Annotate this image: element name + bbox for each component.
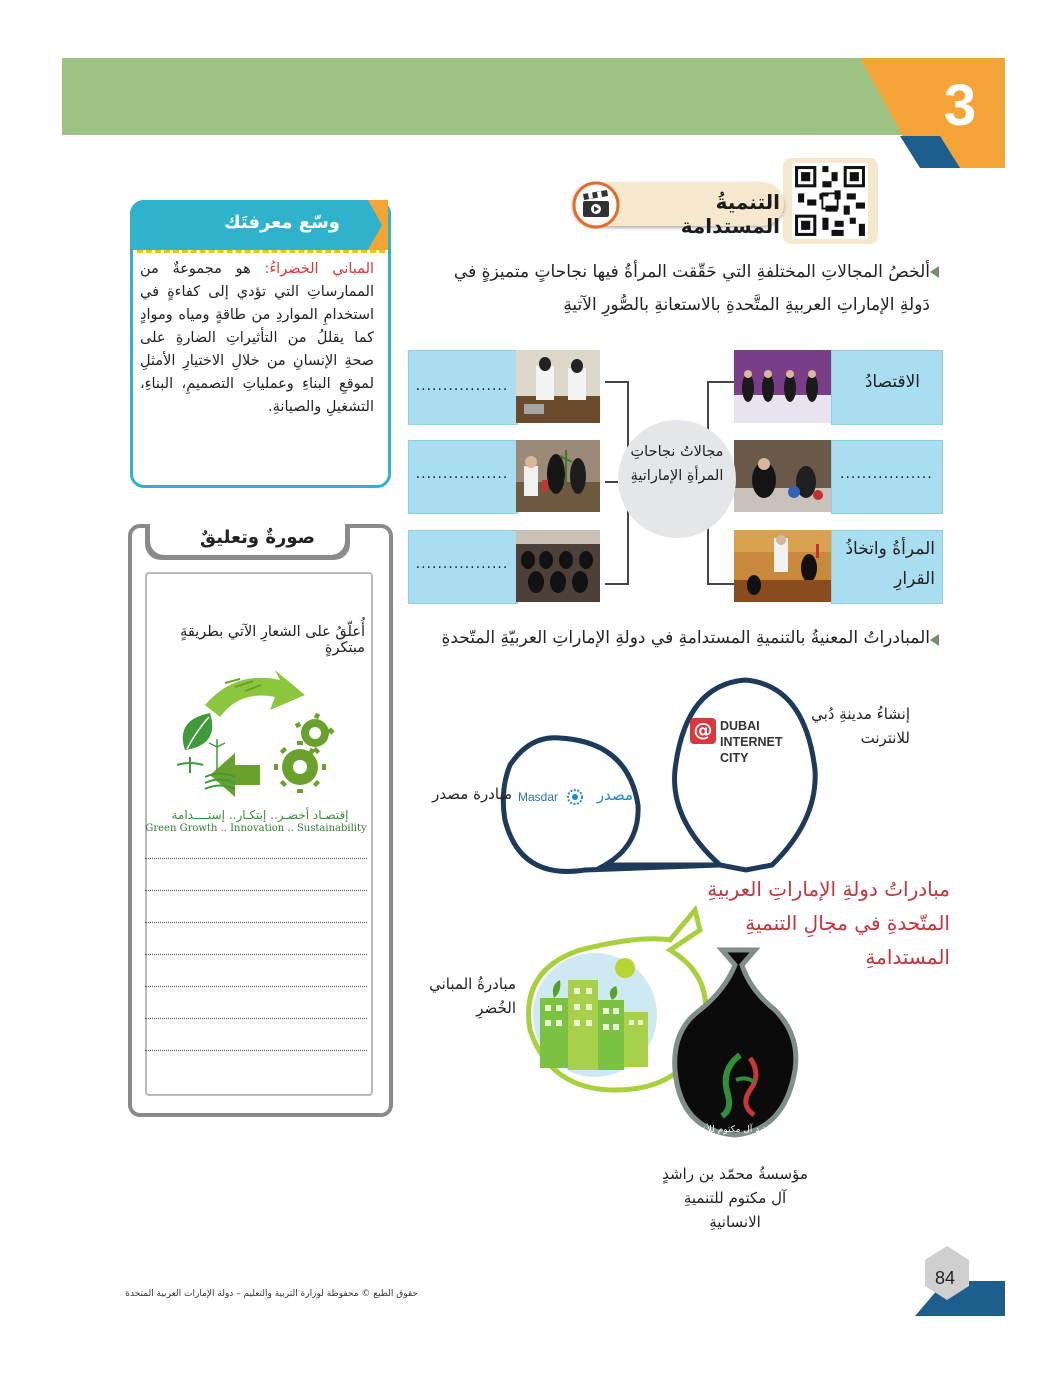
answer-line[interactable] xyxy=(145,1050,367,1051)
masdar-logo-ar: مصدر xyxy=(596,786,634,804)
question-2-text: المبادراتُ المعنيةُ بالتنميةِ المستدامةِ في دولةِ الإماراتِ العربيّةِ المتّحدةِ xyxy=(441,628,930,648)
field-label-decision: المرأةُ واتخاذُ القرارِ xyxy=(845,539,935,589)
dic-line-3: CITY xyxy=(720,751,749,765)
label-green-buildings: مبادرةُ المباني الخُضرِ xyxy=(429,975,516,1017)
logo-arabic-tagline: إقتصـاد أخضـر.. إبتكـار.. إستــــدامة xyxy=(171,808,349,822)
answer-line[interactable] xyxy=(145,890,367,891)
dic-symbol: @ xyxy=(693,719,713,741)
center-circle-label: مجالاتُ نجاحاتِ المرأةِ الإماراتيةِ xyxy=(630,444,724,484)
copyright: حقوق الطبع © محفوظة لوزارة التربية والتعليم – دولة الإمارات العربية المتحدة xyxy=(125,1289,418,1299)
photo-women-science xyxy=(516,350,600,423)
topic-title: التنميةُ المستدامة xyxy=(680,190,780,238)
qr-code-icon[interactable] xyxy=(792,163,868,239)
answer-line[interactable] xyxy=(145,1018,367,1019)
question-1-text: ألخصُ المجالاتِ المختلفةِ التي حَقّقت المرأةُ فيها نجاحاتٍ متميزةٍ في دَولةِ الإماراتِ العربيةِ المتَّحدةِ بالاستعانةِ بالصُّورِ الآتيةِ xyxy=(453,262,930,315)
photo-comment-task: أُعلّقُ على الشعارِ الآتي بطريقةٍ مبتكرةٍ xyxy=(180,624,365,656)
answer-line[interactable] xyxy=(145,858,367,859)
mbr-caption: محمد بن راشد آل مكتوم للأعمال الخيرية xyxy=(658,1125,810,1135)
bullet-icon xyxy=(930,634,939,646)
page-number: 84 xyxy=(934,1268,956,1288)
green-buildings-term: المباني الخضراءُ: xyxy=(264,261,375,277)
answer-blank[interactable]: ................. xyxy=(415,378,509,394)
dic-logo-text xyxy=(720,718,800,766)
photo-women-classroom xyxy=(516,530,600,602)
clapperboard-icon[interactable] xyxy=(573,182,619,228)
green-buildings-definition: هو مجموعةٌ من الممارساتِ التي تؤدي إلى كفاءةٍ في استخدامِ المواردِ من طاقةٍ ومياه وموادٍ كما يقللُ من التأثيراتِ الضارةِ على صحةِ الإنسانِ من خلالِ الاختيارِ الأمثلِ لموقعِ البناءِ وعملياتِ التصميمِ، البناءِ، التشغيلِ والصيانةِ. xyxy=(140,261,374,415)
green-growth-logo xyxy=(165,665,365,805)
label-dubai-internet-city: إنشاءُ مدينةِ دُبي للانترنت xyxy=(811,705,910,747)
unit-number: 3 xyxy=(943,73,977,138)
green-buildings-image xyxy=(530,950,660,1080)
initiatives-heading: مبادراتُ دولةِ الإماراتِ العربيةِ المتّحدةِ في مجالِ التنميةِ المستدامةِ xyxy=(707,877,950,969)
answer-line[interactable] xyxy=(145,986,367,987)
answer-blank[interactable]: ................. xyxy=(415,556,509,572)
dic-line-1: DUBAI xyxy=(720,719,760,733)
label-masdar: مبادرة مصدر xyxy=(432,785,512,803)
knowledge-divider xyxy=(137,250,385,253)
photo-women-council xyxy=(734,530,831,602)
photo-women-media xyxy=(734,440,831,512)
answer-blank[interactable]: ................. xyxy=(840,466,933,482)
logo-english-tagline: Green Growth .. Innovation .. Sustainability xyxy=(145,823,367,834)
field-label-economy: الاقتصادُ xyxy=(864,372,920,392)
masdar-logo-en: Masdar xyxy=(518,790,559,804)
answer-blank[interactable]: ................. xyxy=(415,466,509,482)
photo-women-panel xyxy=(734,350,831,423)
masdar-sun-icon xyxy=(566,788,584,806)
mbr-calligraphy-logo xyxy=(710,1050,770,1120)
knowledge-arrow-icon xyxy=(358,200,388,250)
knowledge-box-title: وسّع معرفتَك xyxy=(224,212,340,233)
bullet-icon xyxy=(930,266,939,278)
label-mbr-foundation: مؤسسةُ محمّد بن راشدٍ آل مكتوم للتنميةِ الانسانيةِ xyxy=(662,1165,808,1231)
header-band xyxy=(62,58,942,135)
answer-line[interactable] xyxy=(145,954,367,955)
photo-women-planting xyxy=(516,440,600,512)
dic-line-2: INTERNET xyxy=(720,735,783,749)
knowledge-text xyxy=(140,258,374,419)
photo-comment-title: صورةٌ وتعليقٌ xyxy=(200,527,315,548)
answer-line[interactable] xyxy=(145,922,367,923)
